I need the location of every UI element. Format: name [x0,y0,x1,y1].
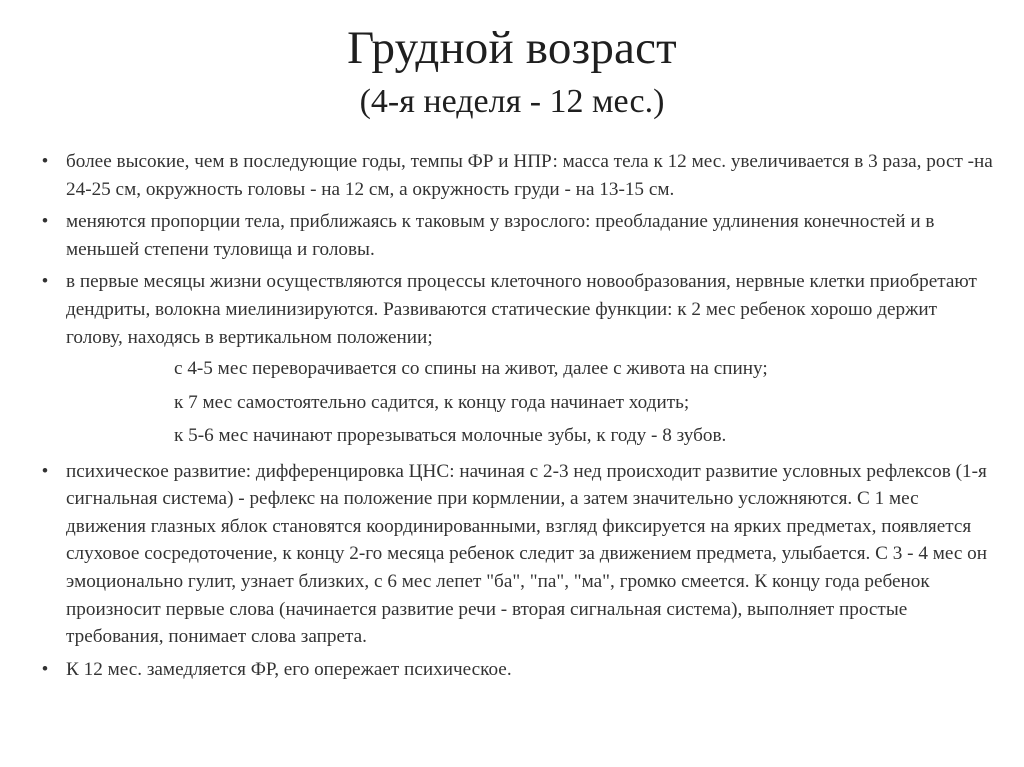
bullet-text: психическое развитие: дифференцировка ЦНС: начиная с 2-3 нед происходит развитие условных рефлексов (1-я сигнальная система) - рефлекс на положение при кормлении, а затем значительно усложняются. С 1 мес движения глазных яблок становятся координированными, взгляд фиксируется на ярких предметах, появляется слуховое сосредоточение, к концу 2-го месяца ребенок следит за движением предмета, улыбается. С 3 - 4 мес он эмоционально гулит, узнает близких, с 6 мес лепет "ба", "па", "ма", громко смеется. К концу года ребенок произносит первые слова (начинается развитие речи - вторая сигнальная система), выполняет простые требования, понимает слова запрета. [66,460,988,648]
bullet-dot-icon: • [41,211,49,233]
bullet-text: более высокие, чем в последующие годы, темпы ФР и НПР: масса тела к 12 мес. увеличивается в 3 раза, рост -на 24-25 см, окружность головы - на 12 см, а окружность груди - на 13-15 см. [66,151,993,200]
bullet-item-nervous-system [38,268,998,452]
bullet-text: в первые месяцы жизни осуществляются процессы клеточного новообразования, нервные клетки приобретают дендриты, волокна миелинизируются. Развиваются статические функции: к 2 мес ребенок хорошо держит голову, находясь в вертикальном положении; [66,271,977,348]
bullet-text: К 12 мес. замедляется ФР, его опережает психическое. [66,658,512,680]
bullet-item-twelve-months [38,656,998,684]
sub-line-rolling-over: с 4-5 мес переворачивается со спины на живот, далее с живота на спину; [174,358,768,380]
bullet-item-growth-rates [38,148,998,203]
bullet-dot-icon: • [41,460,49,482]
slide-title: Грудной возраст [347,22,677,74]
slide-subtitle: (4-я неделя - 12 мес.) [359,83,665,120]
bullet-dot-icon: • [41,658,49,680]
bullet-item-mental-development [38,458,998,651]
bullet-text: меняются пропорции тела, приближаясь к таковым у взрослого: преобладание удлинения конечностей и в меньшей степени туловища и головы. [66,211,935,260]
bullet-item-body-proportions [38,208,998,263]
sub-line-sitting-walking: к 7 мес самостоятельно садится, к концу года начинает ходить; [174,391,690,413]
bullet-dot-icon: • [41,271,49,293]
sub-line-teeth: к 5-6 мес начинают прорезываться молочные зубы, к году - 8 зубов. [174,425,727,447]
bullet-dot-icon: • [41,151,49,172]
sub-list [66,352,998,453]
bullet-list [38,148,998,688]
